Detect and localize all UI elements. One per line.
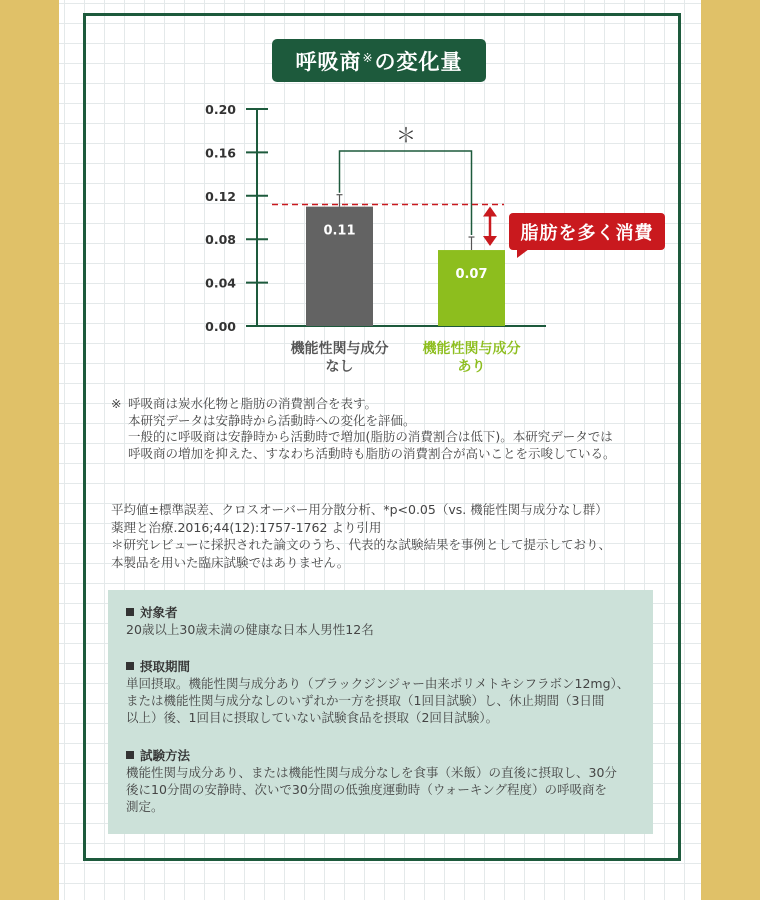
method-line: 後に10分間の安静時、次いで30分間の低強度運動時（ウォーキング程度）の呼吸商を [126,782,607,797]
subjects-heading-text: 対象者 [140,605,178,620]
period-line: または機能性関与成分なしのいずれか一方を摂取（1回目試験）し、休止期間（3日間 [126,693,605,708]
footnote-line: 一般的に呼吸商は安静時から活動時で増加(脂肪の消費割合は低下)。本研究データでは [128,429,613,444]
footnote-respiratory-quotient [111,396,671,462]
fat-consumption-callout: 脂肪を多く消費 [509,213,665,250]
y-tick-label: 0.04 [205,275,236,291]
study-info-box [108,590,653,834]
reference-line: ＊研究レビューに採択された論文のうち、代表的な試験結果を事例として提示しており、 [111,537,612,552]
period-line: 以上）後、1回目に摂取していない試験食品を摂取（2回目試験）。 [126,710,499,725]
method-heading [126,747,646,764]
category-label: 機能性関与成分 [290,341,389,357]
y-tick-label: 0.12 [205,188,236,204]
footnote-line: 呼吸商は炭水化物と脂肪の消費割合を表す。 [128,396,378,411]
method-line: 機能性関与成分あり、または機能性関与成分なしを食事（米飯）の直後に摂取し、30分 [126,765,617,780]
callout-tail [517,249,529,258]
period-section [126,658,646,726]
reference-line: 本製品を用いた臨床試験ではありません。 [111,554,350,570]
arrow-down-icon [483,236,497,246]
square-bullet-icon [126,751,134,759]
subjects-line: 20歳以上30歳未満の健康な日本人男性12名 [126,622,374,637]
bar-value-label: 0.11 [323,223,356,239]
footnote-line: 呼吸商の増加を抑えた、すなわち活動時も脂肪の消費割合が高いことを示唆している。 [128,445,616,461]
category-label: 機能性関与成分 [422,341,521,357]
y-tick-label: 0.00 [205,319,236,334]
y-tick-label: 0.08 [205,232,236,248]
y-tick-label: 0.20 [205,102,236,117]
y-tick-label: 0.16 [205,145,236,161]
subjects-section [126,604,646,638]
square-bullet-icon [126,662,134,670]
method-heading-text: 試験方法 [140,748,191,763]
reference-line: 平均値±標準誤差、クロスオーバー用分散分析、*p<0.05（vs. 機能性関与成分なし群） [111,502,608,517]
bar-chart [0,0,760,400]
footnote-mark: ※ [111,396,122,411]
method-line: 測定。 [126,799,164,814]
reference-notes [111,501,671,571]
chart-title-mark: ※ [362,50,374,65]
period-heading [126,658,646,675]
significance-marker: ＊ [396,123,416,147]
method-section [126,747,646,815]
subjects-heading [126,604,646,621]
footnote-line: 本研究データは安静時から活動時への変化を評価。 [128,412,416,428]
category-label: あり [457,359,486,375]
category-label: なし [325,359,354,375]
chart-title-main: 呼吸商 [295,49,362,74]
arrow-up-icon [483,206,497,216]
period-line: 単回摂取。機能性関与成分あり（ブラックジンジャー由来ポリメトキシフラボン12mg）、 [126,676,630,691]
bar-with-ingredient [438,250,505,326]
chart-title-sub: の変化量 [374,49,463,74]
reference-line: 薬理と治療.2016;44(12):1757-1762 より引用 [111,519,382,535]
square-bullet-icon [126,608,134,616]
bar-value-label: 0.07 [455,267,488,283]
period-heading-text: 摂取期間 [140,659,191,674]
